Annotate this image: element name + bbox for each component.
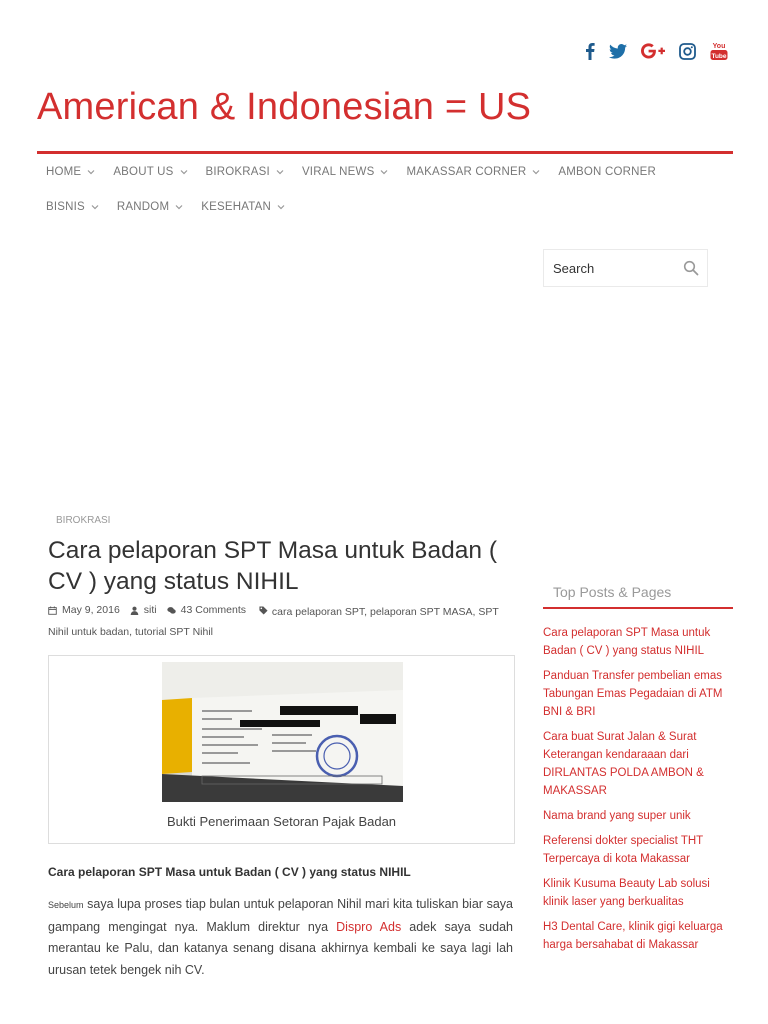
post-comments[interactable] [167, 600, 246, 620]
chevron-down-icon [91, 204, 99, 210]
post-figure [48, 655, 515, 844]
nav-item-viral-news[interactable] [302, 154, 389, 189]
facebook-icon[interactable] [585, 40, 595, 62]
main-navigation [37, 151, 733, 224]
post-tag-link[interactable]: pelaporan SPT MASA [370, 605, 473, 618]
nav-item-label: HOME [46, 165, 82, 178]
nav-item-random[interactable] [117, 189, 183, 224]
post-tag-link[interactable]: SPT Nihil untuk badan [48, 605, 499, 638]
post-category[interactable]: BIROKRASI [56, 515, 111, 526]
chevron-down-icon [277, 204, 285, 210]
youtube-icon[interactable] [710, 40, 728, 62]
post-date[interactable] [48, 600, 120, 620]
top-post-link[interactable]: Klinik Kusuma Beauty Lab solusi klinik laser yang berkualitas [543, 878, 710, 908]
chevron-down-icon [276, 169, 284, 175]
post-comments-text: 43 Comments [180, 604, 246, 616]
nav-item-label: AMBON CORNER [558, 165, 656, 178]
top-posts-list [543, 624, 733, 961]
nav-item-bisnis[interactable] [46, 189, 99, 224]
chevron-down-icon [87, 169, 95, 175]
social-links [585, 40, 728, 62]
chevron-down-icon [532, 169, 540, 175]
tag-separator: , [364, 605, 368, 618]
chevron-down-icon [380, 169, 388, 175]
post-title[interactable]: Cara pelaporan SPT Masa untuk Badan ( CV ) yang status NIHIL [48, 537, 497, 595]
top-post-link[interactable]: Panduan Transfer pembelian emas Tabungan Emas Pegadaian di ATM BNI & BRI [543, 670, 723, 718]
para-text-1: saya lupa proses tiap bulan untuk pelaporan Nihil mari kita tuliskan biar saya gampang mengingat nya. Maklum direktur nya [48, 897, 513, 934]
post-author-text: siti [143, 604, 157, 616]
figure-caption: Bukti Penerimaan Setoran Pajak Badan [166, 814, 397, 829]
comments-icon [167, 606, 176, 615]
nav-item-makassar-corner[interactable] [406, 154, 540, 189]
search-widget [543, 249, 708, 287]
top-post-link[interactable]: Referensi dokter specialist THT Terpercaya di kota Makassar [543, 835, 704, 865]
youtube-top-text: You [712, 43, 726, 50]
nav-item-label: BIROKRASI [205, 165, 270, 178]
post-tag-link[interactable]: tutorial SPT Nihil [134, 625, 213, 638]
tag-separator: , [129, 625, 133, 638]
para-text-2: adek saya sudah merantau ke Palu, dan katanya senang disana akhirnya kembali ke saya lagi lah urusan tetek bengek nih CV. [48, 919, 513, 977]
top-post-link[interactable]: Nama brand yang super unik [543, 810, 691, 822]
post-date-text: May 9, 2016 [62, 604, 120, 616]
top-post-link[interactable]: Cara pelaporan SPT Masa untuk Badan ( CV ) yang status NIHIL [543, 627, 711, 657]
nav-menu [37, 154, 733, 224]
google-plus-icon[interactable] [641, 40, 665, 62]
user-icon [130, 606, 139, 615]
widget-title: Top Posts & Pages [553, 584, 672, 600]
post-paragraph [48, 894, 513, 981]
nav-item-ambon-corner[interactable] [558, 154, 656, 189]
nav-item-kesehatan[interactable] [201, 189, 285, 224]
nav-item-birokrasi[interactable] [206, 154, 284, 189]
tag-separator: , [472, 605, 476, 618]
nav-item-label: RANDOM [116, 200, 170, 213]
instagram-icon[interactable] [679, 40, 696, 62]
search-icon[interactable] [683, 260, 699, 276]
post-subheading: Cara pelaporan SPT Masa untuk Badan ( CV ) yang status NIHIL [48, 865, 411, 879]
widget-divider [543, 607, 733, 609]
twitter-icon[interactable] [609, 40, 627, 62]
chevron-down-icon [180, 169, 188, 175]
top-post-link[interactable]: H3 Dental Care, klinik gigi keluarga harga bersahabat di Makassar [543, 921, 723, 951]
search-input[interactable] [544, 261, 674, 276]
dispro-ads-link[interactable]: Dispro Ads [336, 919, 402, 934]
top-post-link[interactable]: Cara buat Surat Jalan & Surat Keterangan kendaraaan dari DIRLANTAS POLDA AMBON & MAKASSAR [543, 731, 704, 797]
post-author[interactable] [130, 600, 157, 620]
site-title[interactable]: American & Indonesian = US [37, 86, 532, 128]
nav-item-label: MAKASSAR CORNER [406, 165, 527, 178]
nav-item-label: KESEHATAN [201, 200, 271, 213]
tax-receipt-image[interactable] [162, 662, 403, 802]
post-meta [48, 600, 518, 642]
calendar-icon [48, 606, 57, 615]
nav-item-label: ABOUT US [113, 165, 174, 178]
nav-item-label: BISNIS [46, 200, 85, 213]
nav-item-about-us[interactable] [113, 154, 187, 189]
chevron-down-icon [175, 204, 183, 210]
nav-item-label: VIRAL NEWS [301, 165, 375, 178]
para-small-word: Sebelum [48, 900, 84, 910]
nav-item-home[interactable] [46, 154, 95, 189]
tag-icon [259, 606, 268, 615]
post-tag-link[interactable]: cara pelaporan SPT [271, 605, 365, 618]
youtube-bottom-text: Tube [711, 52, 727, 60]
